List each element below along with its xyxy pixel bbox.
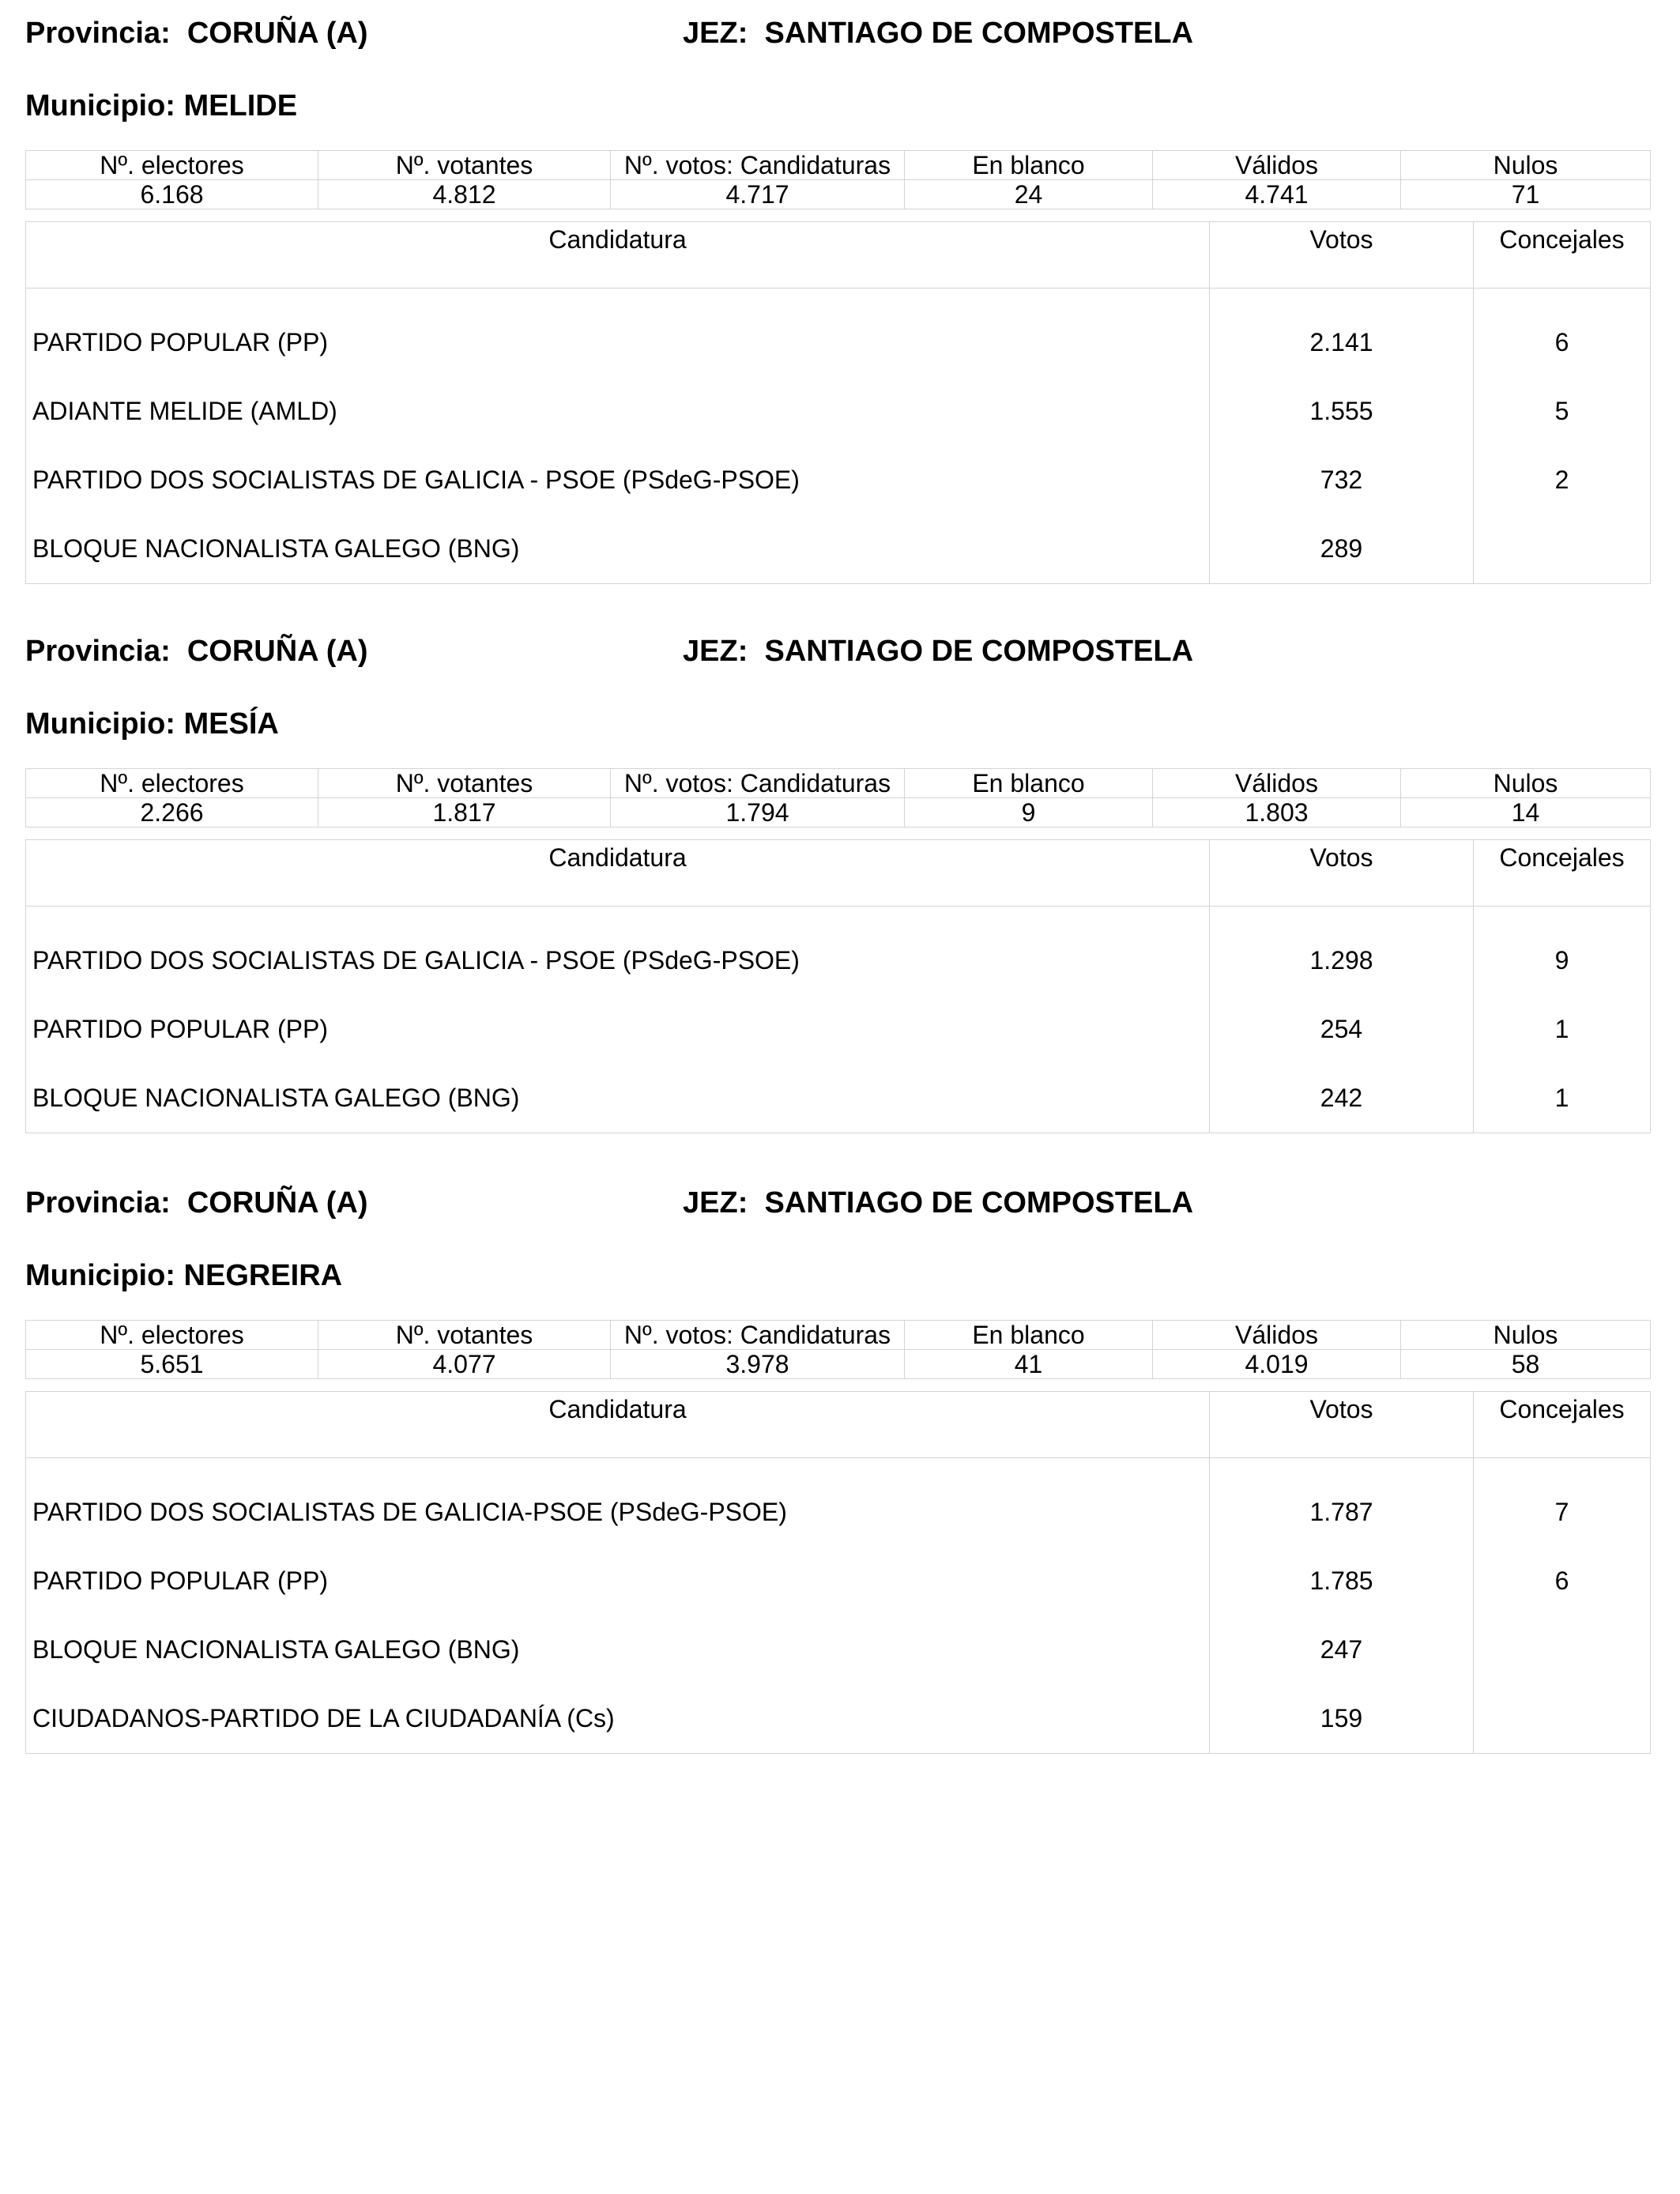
- stats-header-en-blanco: En blanco: [905, 151, 1153, 180]
- table-row: [26, 515, 1651, 584]
- candidatura-votos: 289: [1210, 515, 1474, 584]
- stats-header-votos-candidaturas: Nº. votos: Candidaturas: [611, 1321, 905, 1350]
- provincia-label: Provincia: CORUÑA (A): [25, 17, 368, 50]
- stats-value-votantes: 4.077: [318, 1350, 611, 1379]
- stats-header-electores: Nº. electores: [26, 151, 318, 180]
- stats-header-nulos: Nulos: [1401, 769, 1651, 798]
- provincia-line: [25, 1184, 1650, 1222]
- stats-table: [25, 1320, 1651, 1379]
- stats-value-validos: 1.803: [1153, 798, 1401, 827]
- stats-table: [25, 768, 1651, 827]
- stats-header-validos: Válidos: [1153, 1321, 1401, 1350]
- results-table: [25, 221, 1651, 584]
- table-row: [26, 995, 1651, 1064]
- stats-value-nulos: 58: [1401, 1350, 1651, 1379]
- results-header-votos: Votos: [1210, 840, 1474, 907]
- stats-value-nulos: 14: [1401, 798, 1651, 827]
- table-row: [26, 446, 1651, 515]
- stats-value-votos-candidaturas: 3.978: [611, 1350, 905, 1379]
- candidatura-name: PARTIDO POPULAR (PP): [26, 288, 1210, 378]
- results-header-concejales: Concejales: [1474, 1392, 1651, 1458]
- candidatura-name: BLOQUE NACIONALISTA GALEGO (BNG): [26, 1064, 1210, 1133]
- provincia-line: [25, 14, 1650, 52]
- stats-value-validos: 4.741: [1153, 180, 1401, 209]
- table-row: [26, 1615, 1651, 1684]
- stats-value-row: [26, 798, 1651, 827]
- stats-value-row: [26, 1350, 1651, 1379]
- stats-header-validos: Válidos: [1153, 151, 1401, 180]
- candidatura-votos: 1.298: [1210, 907, 1474, 996]
- stats-value-nulos: 71: [1401, 180, 1651, 209]
- stats-header-votos-candidaturas: Nº. votos: Candidaturas: [611, 151, 905, 180]
- stats-value-row: [26, 180, 1651, 209]
- candidatura-name: CIUDADANOS-PARTIDO DE LA CIUDADANÍA (Cs): [26, 1684, 1210, 1754]
- results-table: [25, 839, 1651, 1133]
- jez-label: JEZ: SANTIAGO DE COMPOSTELA: [683, 1186, 1194, 1220]
- candidatura-votos: 1.555: [1210, 377, 1474, 446]
- municipio-title: Municipio: NEGREIRA: [25, 1259, 343, 1292]
- candidatura-concejales: 5: [1474, 377, 1651, 446]
- candidatura-name: PARTIDO DOS SOCIALISTAS DE GALICIA - PSOE (PSdeG-PSOE): [26, 907, 1210, 996]
- stats-header-row: [26, 769, 1651, 798]
- stats-table: [25, 150, 1651, 209]
- candidatura-concejales: 6: [1474, 288, 1651, 378]
- candidatura-name: BLOQUE NACIONALISTA GALEGO (BNG): [26, 1615, 1210, 1684]
- results-header-candidatura: Candidatura: [26, 222, 1210, 288]
- stats-value-votos-candidaturas: 4.717: [611, 180, 905, 209]
- stats-value-votantes: 1.817: [318, 798, 611, 827]
- candidatura-name: PARTIDO DOS SOCIALISTAS DE GALICIA - PSOE (PSdeG-PSOE): [26, 446, 1210, 515]
- results-header-votos: Votos: [1210, 222, 1474, 288]
- stats-value-electores: 6.168: [26, 180, 318, 209]
- candidatura-votos: 254: [1210, 995, 1474, 1064]
- stats-value-electores: 2.266: [26, 798, 318, 827]
- results-header-row: [26, 1392, 1651, 1458]
- candidatura-votos: 2.141: [1210, 288, 1474, 378]
- table-row: [26, 1458, 1651, 1547]
- candidatura-concejales: 9: [1474, 907, 1651, 996]
- candidatura-votos: 1.785: [1210, 1547, 1474, 1615]
- stats-value-en-blanco: 41: [905, 1350, 1153, 1379]
- results-header-row: [26, 840, 1651, 907]
- stats-header-electores: Nº. electores: [26, 1321, 318, 1350]
- candidatura-concejales: [1474, 1684, 1651, 1754]
- jez-label: JEZ: SANTIAGO DE COMPOSTELA: [683, 17, 1194, 50]
- results-header-votos: Votos: [1210, 1392, 1474, 1458]
- table-row: [26, 288, 1651, 378]
- table-row: [26, 1684, 1651, 1754]
- stats-header-row: [26, 1321, 1651, 1350]
- stats-value-en-blanco: 9: [905, 798, 1153, 827]
- stats-value-electores: 5.651: [26, 1350, 318, 1379]
- provincia-label: Provincia: CORUÑA (A): [25, 635, 368, 668]
- provincia-label: Provincia: CORUÑA (A): [25, 1186, 368, 1220]
- candidatura-concejales: 1: [1474, 1064, 1651, 1133]
- candidatura-concejales: 7: [1474, 1458, 1651, 1547]
- results-header-candidatura: Candidatura: [26, 840, 1210, 907]
- stats-header-row: [26, 151, 1651, 180]
- candidatura-concejales: [1474, 1615, 1651, 1684]
- candidatura-concejales: 2: [1474, 446, 1651, 515]
- provincia-line: [25, 632, 1650, 670]
- results-header-concejales: Concejales: [1474, 840, 1651, 907]
- candidatura-votos: 247: [1210, 1615, 1474, 1684]
- stats-header-votantes: Nº. votantes: [318, 769, 611, 798]
- table-row: [26, 1547, 1651, 1615]
- table-row: [26, 1064, 1651, 1133]
- stats-header-nulos: Nulos: [1401, 151, 1651, 180]
- candidatura-concejales: 6: [1474, 1547, 1651, 1615]
- stats-value-votantes: 4.812: [318, 180, 611, 209]
- candidatura-name: BLOQUE NACIONALISTA GALEGO (BNG): [26, 515, 1210, 584]
- stats-header-en-blanco: En blanco: [905, 1321, 1153, 1350]
- table-row: [26, 907, 1651, 996]
- candidatura-concejales: [1474, 515, 1651, 584]
- stats-value-votos-candidaturas: 1.794: [611, 798, 905, 827]
- stats-header-votantes: Nº. votantes: [318, 151, 611, 180]
- candidatura-name: PARTIDO POPULAR (PP): [26, 995, 1210, 1064]
- stats-header-en-blanco: En blanco: [905, 769, 1153, 798]
- candidatura-name: PARTIDO DOS SOCIALISTAS DE GALICIA-PSOE (PSdeG-PSOE): [26, 1458, 1210, 1547]
- results-header-row: [26, 222, 1651, 288]
- stats-header-validos: Válidos: [1153, 769, 1401, 798]
- candidatura-votos: 159: [1210, 1684, 1474, 1754]
- candidatura-name: PARTIDO POPULAR (PP): [26, 1547, 1210, 1615]
- results-header-concejales: Concejales: [1474, 222, 1651, 288]
- candidatura-concejales: 1: [1474, 995, 1651, 1064]
- stats-header-nulos: Nulos: [1401, 1321, 1651, 1350]
- stats-value-en-blanco: 24: [905, 180, 1153, 209]
- candidatura-votos: 242: [1210, 1064, 1474, 1133]
- results-header-candidatura: Candidatura: [26, 1392, 1210, 1458]
- stats-header-votos-candidaturas: Nº. votos: Candidaturas: [611, 769, 905, 798]
- candidatura-votos: 1.787: [1210, 1458, 1474, 1547]
- candidatura-name: ADIANTE MELIDE (AMLD): [26, 377, 1210, 446]
- stats-header-electores: Nº. electores: [26, 769, 318, 798]
- jez-label: JEZ: SANTIAGO DE COMPOSTELA: [683, 635, 1194, 668]
- candidatura-votos: 732: [1210, 446, 1474, 515]
- municipio-title: Municipio: MELIDE: [25, 89, 298, 123]
- results-table: [25, 1391, 1651, 1754]
- table-row: [26, 377, 1651, 446]
- stats-value-validos: 4.019: [1153, 1350, 1401, 1379]
- stats-header-votantes: Nº. votantes: [318, 1321, 611, 1350]
- municipio-title: Municipio: MESÍA: [25, 707, 279, 741]
